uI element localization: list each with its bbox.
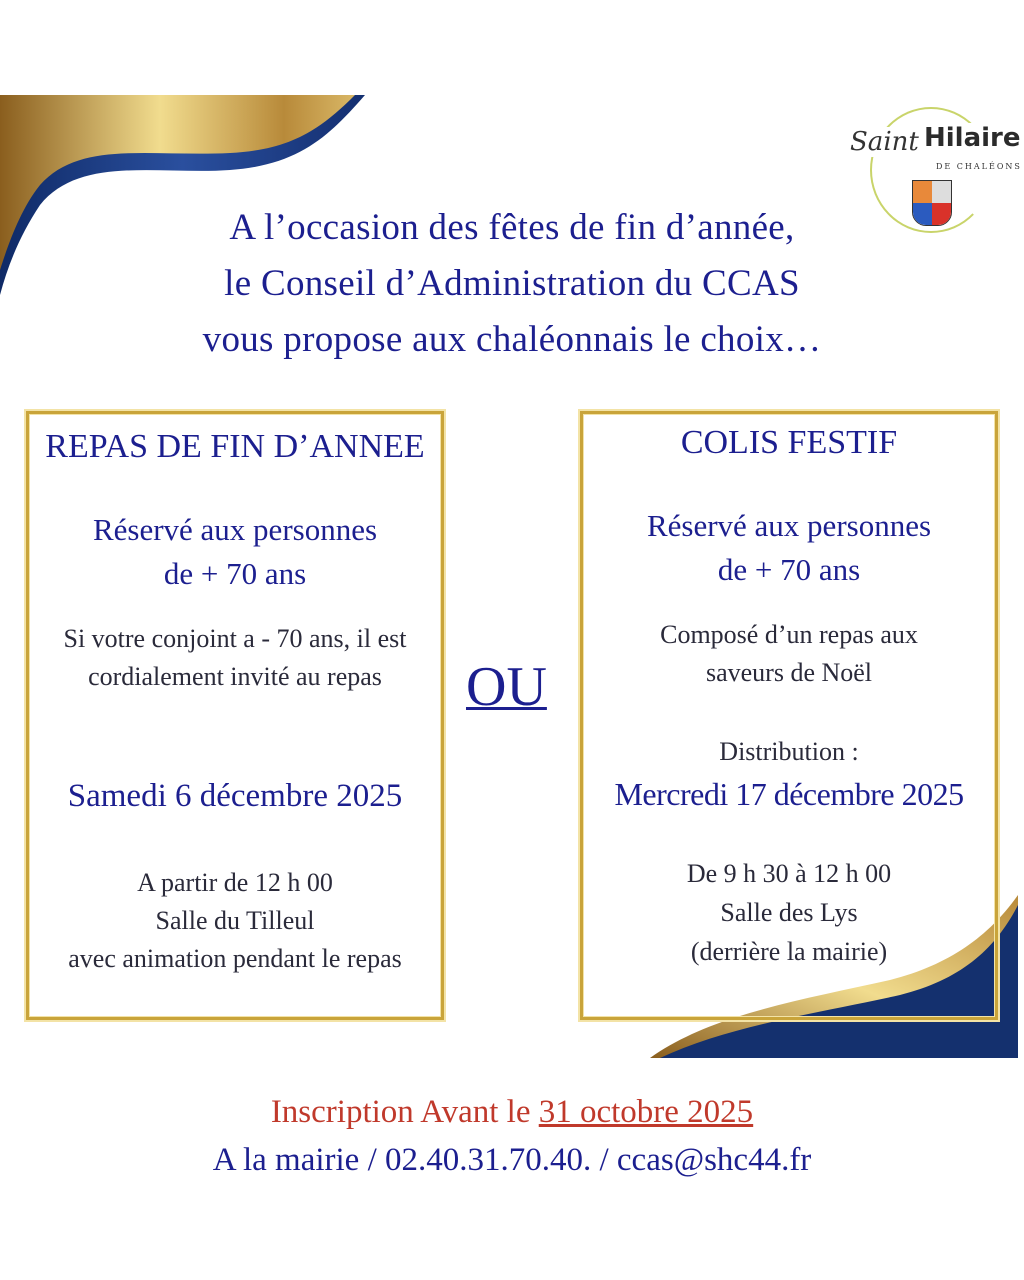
meal-time: A partir de 12 h 00 — [137, 868, 333, 897]
inscription-deadline — [0, 1094, 1024, 1131]
meal-place: Salle du Tilleul — [155, 906, 315, 935]
logo-name: Hilaire — [924, 123, 1021, 153]
meal-title: REPAS DE FIN D’ANNEE — [45, 428, 425, 465]
meal-reserved-line-2: de + 70 ans — [163, 556, 307, 591]
gift-box-option-card — [580, 411, 998, 1020]
intro-line-1: A l’occasion des fêtes de fin d’année, — [229, 207, 795, 248]
meal-option-card — [26, 411, 444, 1020]
gift-title: COLIS FESTIF — [680, 424, 898, 461]
meal-note-line-1: Si votre conjoint a - 70 ans, il est — [63, 624, 407, 653]
deadline-date: 31 octobre 2025 — [538, 1094, 754, 1130]
gift-note-line-1: Composé d’un repas aux — [660, 620, 918, 649]
gift-note-line-2: saveurs de Noël — [705, 658, 873, 687]
gift-reserved-line-2: de + 70 ans — [717, 552, 861, 587]
gift-extra: (derrière la mairie) — [690, 937, 888, 966]
gift-date: Mercredi 17 décembre 2025 — [614, 776, 964, 812]
logo-subtitle: DE CHALÉONS — [936, 162, 1022, 171]
intro-line-3: vous propose aux chaléonnais le choix… — [202, 319, 822, 360]
inscription-prefix: Inscription Avant le — [270, 1094, 539, 1130]
contact-info: A la mairie / 02.40.31.70.40. / ccas@shc44.fr — [212, 1142, 812, 1178]
meal-reserved-line-1: Réservé aux personnes — [92, 512, 378, 547]
gift-distribution-label: Distribution : — [719, 737, 859, 766]
or-separator: OU — [466, 656, 547, 718]
meal-date: Samedi 6 décembre 2025 — [67, 778, 403, 814]
intro-line-2: le Conseil d’Administration du CCAS — [224, 263, 800, 304]
meal-note-line-2: cordialement invité au repas — [88, 662, 382, 691]
gift-place: Salle des Lys — [720, 898, 858, 927]
gift-reserved-line-1: Réservé aux personnes — [646, 508, 932, 543]
meal-extra: avec animation pendant le repas — [68, 944, 402, 973]
gift-time: De 9 h 30 à 12 h 00 — [686, 859, 892, 888]
logo-script: Saint — [850, 127, 919, 157]
